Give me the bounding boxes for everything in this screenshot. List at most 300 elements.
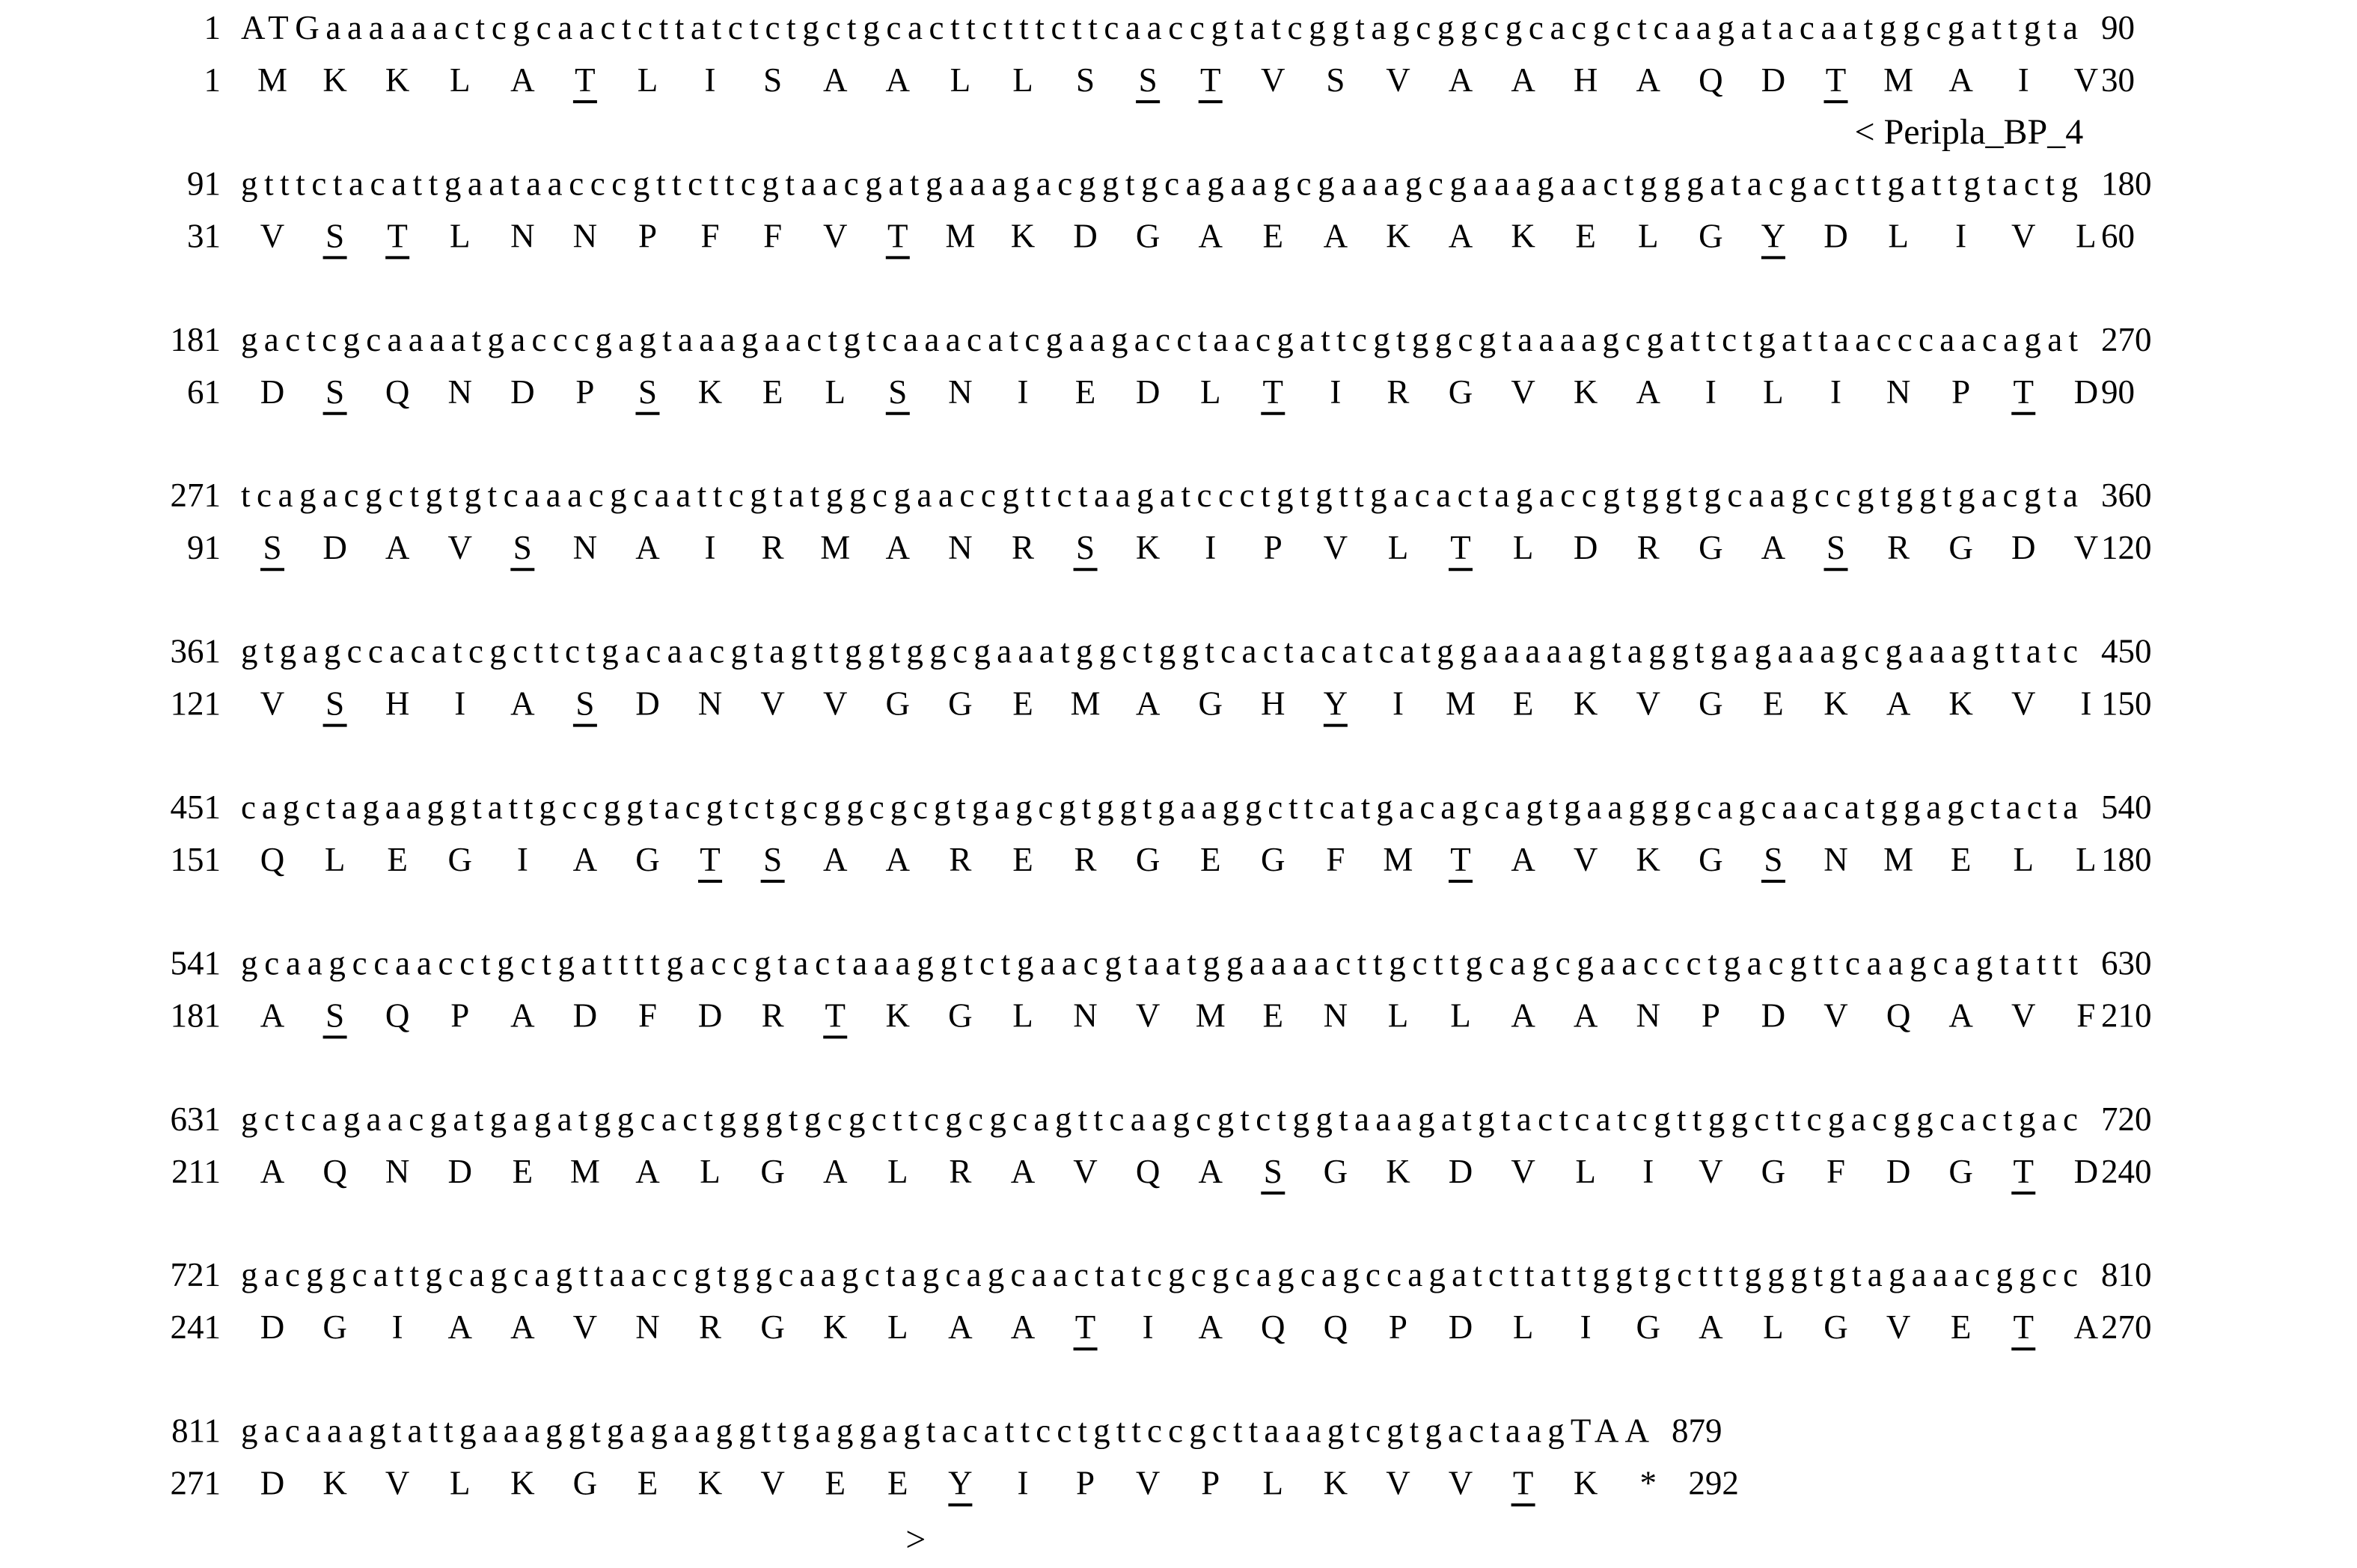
amino-acid-residue: A bbox=[1448, 217, 1473, 255]
nt-end-number: 540 bbox=[2101, 788, 2152, 826]
amino-acid-residue: A bbox=[1948, 61, 1973, 99]
amino-acid-residue: G bbox=[1699, 217, 1723, 255]
amino-acid-residue: F bbox=[700, 217, 720, 255]
amino-acid-residue: S bbox=[575, 685, 595, 723]
amino-acid-residue: V bbox=[1511, 373, 1535, 411]
amino-acid-residue: V bbox=[760, 685, 785, 723]
nucleotide-sequence: gctcagaacgatgagatggcactgggtgcgcttcgcgcagttcaagcgtctggtaaagatgtactcatcgttggcttcgacggcactgac bbox=[241, 1100, 2078, 1138]
amino-acid-residue: T bbox=[887, 217, 908, 255]
amino-acid-residue: R bbox=[949, 841, 972, 878]
amino-acid-residue: F bbox=[763, 217, 783, 255]
amino-acid-residue: L bbox=[1763, 1308, 1784, 1347]
amino-acid-residue: T bbox=[575, 61, 596, 99]
aa-end-number: 90 bbox=[2101, 373, 2135, 411]
amino-acid-residue: S bbox=[1263, 1152, 1283, 1190]
amino-acid-residue: V bbox=[1386, 1464, 1410, 1502]
amino-acid-residue: A bbox=[1198, 1308, 1223, 1347]
amino-acid-residue: Y bbox=[1761, 217, 1786, 255]
amino-acid-residue: V bbox=[2073, 61, 2099, 99]
amino-acid-residue: V bbox=[1823, 996, 1848, 1035]
amino-acid-residue: N bbox=[510, 217, 535, 255]
amino-acid-residue: I bbox=[2017, 61, 2029, 99]
amino-acid-residue: D bbox=[510, 373, 535, 411]
amino-acid-residue: G bbox=[322, 1308, 347, 1347]
nucleotide-sequence: cagctagaaggtattgccggtacgtctgcggcgcgtgagcgtggtgaaggcttcatgacagcagtgaagggcagcaacatggagctacta bbox=[241, 788, 2078, 826]
amino-acid-residue: V bbox=[1886, 1308, 1911, 1347]
amino-acid-residue: G bbox=[948, 685, 973, 723]
amino-acid-residue: M bbox=[1070, 685, 1101, 723]
amino-acid-residue: S bbox=[763, 841, 783, 878]
aa-start-number: 211 bbox=[171, 1152, 221, 1190]
nucleotide-sequence: gtttctacattgaataacccgttcttcgtaacgatgaaagacggtgcagaagcgaaagcgaaagaactgggatacgacttgattgtactg bbox=[241, 165, 2079, 203]
amino-acid-residue: Q bbox=[385, 373, 410, 411]
amino-acid-residue: L bbox=[637, 61, 658, 99]
amino-acid-residue: N bbox=[948, 373, 973, 411]
amino-acid-residue: L bbox=[2076, 217, 2097, 255]
aa-end-number: 240 bbox=[2101, 1152, 2152, 1190]
amino-acid-residue: A bbox=[1948, 996, 1973, 1035]
nt-start-number: 721 bbox=[170, 1256, 221, 1294]
amino-acid-residue: Q bbox=[1323, 1308, 1348, 1347]
amino-acid-residue: V bbox=[1073, 1152, 1098, 1190]
amino-acid-residue: T bbox=[1450, 529, 1471, 567]
aa-start-number: 121 bbox=[170, 685, 221, 723]
amino-acid-residue: D bbox=[1761, 996, 1786, 1035]
amino-acid-residue: A bbox=[822, 841, 848, 878]
nucleotide-sequence: ATGaaaaaactcgcaactcttatctctgctgcacttctttcttcaaccgtatcggtagcggcgcacgctcaagatacaatggcgattgta bbox=[241, 9, 2078, 46]
aa-start-number: 151 bbox=[170, 841, 221, 878]
amino-acid-residue: Q bbox=[385, 996, 410, 1035]
amino-acid-residue: H bbox=[1573, 61, 1598, 99]
amino-acid-residue: R bbox=[1011, 529, 1034, 567]
amino-acid-residue: Q bbox=[1135, 1152, 1161, 1190]
amino-acid-residue: A bbox=[447, 1308, 472, 1347]
amino-acid-residue: I bbox=[1205, 529, 1217, 567]
amino-acid-residue: E bbox=[1262, 996, 1284, 1035]
amino-acid-residue: D bbox=[1073, 217, 1098, 255]
amino-acid-residue: H bbox=[385, 685, 410, 723]
aa-end-number: 120 bbox=[2101, 529, 2152, 567]
amino-acid-residue: R bbox=[1074, 841, 1097, 878]
amino-acid-residue: P bbox=[638, 217, 657, 255]
amino-acid-residue: A bbox=[885, 61, 911, 99]
amino-acid-residue: P bbox=[1201, 1464, 1220, 1502]
amino-acid-residue: M bbox=[1383, 841, 1413, 878]
amino-acid-residue: A bbox=[510, 1308, 535, 1347]
amino-acid-residue: D bbox=[1823, 217, 1848, 255]
amino-acid-residue: T bbox=[2013, 373, 2034, 411]
amino-acid-residue: L bbox=[1888, 217, 1909, 255]
amino-acid-residue: E bbox=[1575, 217, 1596, 255]
amino-acid-residue: D bbox=[1448, 1152, 1473, 1190]
amino-acid-residue: S bbox=[763, 61, 783, 99]
amino-acid-residue: L bbox=[449, 1464, 471, 1502]
aa-end-number: 150 bbox=[2101, 685, 2152, 723]
amino-acid-residue: K bbox=[697, 373, 723, 411]
amino-acid-residue: T bbox=[1450, 841, 1471, 878]
amino-acid-residue: A bbox=[1699, 1308, 1723, 1347]
aa-end-number: 180 bbox=[2101, 841, 2152, 878]
amino-acid-residue: L bbox=[950, 61, 971, 99]
amino-acid-residue: N bbox=[635, 1308, 660, 1347]
amino-acid-residue: I bbox=[1830, 373, 1841, 411]
amino-acid-residue: Y bbox=[948, 1464, 973, 1502]
amino-acid-residue: I bbox=[1392, 685, 1404, 723]
amino-acid-residue: I bbox=[454, 685, 466, 723]
amino-acid-residue: G bbox=[760, 1152, 785, 1190]
amino-acid-residue: S bbox=[513, 529, 532, 567]
amino-acid-residue: G bbox=[1699, 685, 1723, 723]
amino-acid-residue: L bbox=[1262, 1464, 1284, 1502]
nt-end-number: 879 bbox=[1672, 1412, 1722, 1450]
aa-start-number: 241 bbox=[170, 1308, 221, 1347]
nt-start-number: 451 bbox=[170, 788, 221, 826]
amino-acid-residue: I bbox=[1142, 1308, 1154, 1347]
amino-acid-residue: K bbox=[1323, 1464, 1348, 1502]
amino-acid-residue: G bbox=[1636, 1308, 1661, 1347]
amino-acid-residue: Q bbox=[1261, 1308, 1286, 1347]
amino-acid-residue: A bbox=[1135, 685, 1161, 723]
amino-acid-residue: D bbox=[260, 373, 285, 411]
amino-acid-residue: G bbox=[760, 1308, 785, 1347]
amino-acid-residue: R bbox=[699, 1308, 722, 1347]
amino-acid-residue: G bbox=[1761, 1152, 1786, 1190]
amino-acid-residue: L bbox=[1012, 61, 1033, 99]
amino-acid-residue: A bbox=[1636, 61, 1661, 99]
amino-acid-residue: T bbox=[1512, 1464, 1534, 1502]
amino-acid-residue: E bbox=[387, 841, 408, 878]
amino-acid-residue: L bbox=[1763, 373, 1784, 411]
aa-end-number: 30 bbox=[2101, 61, 2135, 99]
amino-acid-residue: R bbox=[761, 996, 784, 1035]
amino-acid-residue: A bbox=[1010, 1152, 1036, 1190]
amino-acid-residue: V bbox=[1261, 61, 1286, 99]
amino-acid-residue: D bbox=[1886, 1152, 1911, 1190]
amino-acid-residue: L bbox=[700, 1152, 721, 1190]
aa-start-number: 31 bbox=[187, 217, 221, 255]
amino-acid-residue: S bbox=[638, 373, 657, 411]
amino-acid-residue: A bbox=[1511, 841, 1535, 878]
amino-acid-residue: A bbox=[1511, 996, 1535, 1035]
amino-acid-residue: N bbox=[572, 217, 598, 255]
amino-acid-residue: D bbox=[260, 1308, 285, 1347]
amino-acid-residue: V bbox=[760, 1464, 785, 1502]
amino-acid-residue: T bbox=[1199, 61, 1221, 99]
amino-acid-residue: L bbox=[887, 1308, 908, 1347]
amino-acid-residue: L bbox=[1012, 996, 1033, 1035]
domain-start-annotation: < Peripla_BP_4 bbox=[1854, 112, 2084, 152]
amino-acid-residue: G bbox=[1948, 529, 1973, 567]
nt-end-number: 90 bbox=[2101, 9, 2135, 46]
nt-end-number: 270 bbox=[2101, 320, 2152, 358]
amino-acid-residue: L bbox=[1387, 996, 1409, 1035]
amino-acid-residue: I bbox=[1955, 217, 1967, 255]
amino-acid-residue: R bbox=[761, 529, 784, 567]
amino-acid-residue: K bbox=[822, 1308, 848, 1347]
amino-acid-residue: L bbox=[1512, 1308, 1534, 1347]
amino-acid-residue: D bbox=[260, 1464, 285, 1502]
amino-acid-residue: A bbox=[635, 1152, 660, 1190]
amino-acid-residue: V bbox=[1135, 1464, 1161, 1502]
amino-acid-residue: F bbox=[1826, 1152, 1846, 1190]
amino-acid-residue: N bbox=[697, 685, 723, 723]
amino-acid-residue: T bbox=[1825, 61, 1847, 99]
amino-acid-residue: I bbox=[1580, 1308, 1592, 1347]
amino-acid-residue: N bbox=[1073, 996, 1098, 1035]
amino-acid-residue: K bbox=[1386, 1152, 1410, 1190]
nt-start-number: 541 bbox=[170, 944, 221, 982]
amino-acid-residue: V bbox=[1135, 996, 1161, 1035]
amino-acid-residue: T bbox=[2013, 1308, 2034, 1347]
amino-acid-residue: Q bbox=[322, 1152, 347, 1190]
aa-start-number: 91 bbox=[187, 529, 221, 567]
amino-acid-residue: H bbox=[1261, 685, 1286, 723]
amino-acid-residue: D bbox=[635, 685, 660, 723]
amino-acid-residue: A bbox=[510, 996, 535, 1035]
nt-end-number: 360 bbox=[2101, 477, 2152, 515]
nt-start-number: 361 bbox=[170, 632, 221, 670]
amino-acid-residue: V bbox=[1386, 61, 1410, 99]
amino-acid-residue: D bbox=[1761, 61, 1786, 99]
amino-acid-residue: V bbox=[260, 685, 285, 723]
amino-acid-residue: E bbox=[1012, 841, 1033, 878]
amino-acid-residue: V bbox=[2073, 529, 2099, 567]
amino-acid-residue: K bbox=[1948, 685, 1973, 723]
amino-acid-residue: E bbox=[887, 1464, 908, 1502]
amino-acid-residue: K bbox=[322, 61, 347, 99]
amino-acid-residue: K bbox=[1010, 217, 1036, 255]
amino-acid-residue: S bbox=[1764, 841, 1783, 878]
nucleotide-sequence: gacggcattgcagcagttaaccgtggcaagctagcagcaactatcgcgcagcagccagatcttattggtgctttgggtgtagaaacggcc bbox=[241, 1256, 2079, 1294]
amino-acid-residue: I bbox=[516, 841, 528, 878]
amino-acid-residue: P bbox=[1076, 1464, 1095, 1502]
amino-acid-residue: S bbox=[325, 996, 345, 1035]
amino-acid-residue: S bbox=[1076, 61, 1095, 99]
amino-acid-residue: A bbox=[1448, 61, 1473, 99]
amino-acid-residue: A bbox=[1010, 1308, 1036, 1347]
amino-acid-residue: N bbox=[1823, 841, 1848, 878]
amino-acid-residue: D bbox=[1448, 1308, 1473, 1347]
amino-acid-residue: M bbox=[257, 61, 288, 99]
amino-acid-residue: L bbox=[1387, 529, 1409, 567]
amino-acid-residue: Q bbox=[1886, 996, 1911, 1035]
amino-acid-residue: A bbox=[1636, 373, 1661, 411]
amino-acid-residue: I bbox=[704, 61, 716, 99]
amino-acid-residue: N bbox=[1886, 373, 1911, 411]
amino-acid-residue: K bbox=[1636, 841, 1661, 878]
amino-acid-residue: G bbox=[1261, 841, 1286, 878]
amino-acid-residue: N bbox=[948, 529, 973, 567]
amino-acid-residue: L bbox=[1450, 996, 1471, 1035]
amino-acid-residue: E bbox=[637, 1464, 658, 1502]
amino-acid-residue: L bbox=[1512, 529, 1534, 567]
amino-acid-residue: A bbox=[1886, 685, 1911, 723]
amino-acid-residue: D bbox=[322, 529, 347, 567]
amino-acid-residue: V bbox=[447, 529, 472, 567]
amino-acid-residue: V bbox=[1636, 685, 1661, 723]
amino-acid-residue: L bbox=[324, 841, 346, 878]
amino-acid-residue: A bbox=[1573, 996, 1598, 1035]
amino-acid-residue: G bbox=[1699, 841, 1723, 878]
aa-end-number: 292 bbox=[1688, 1464, 1739, 1502]
nucleotide-sequence: gcaagccaacctgctgattttgaccgtactaaaggtctgaacgtaatggaaaacttgcttgcagcgaaccctgacgttcaagcagtattt bbox=[241, 944, 2079, 982]
amino-acid-residue: L bbox=[449, 217, 471, 255]
amino-acid-residue: N bbox=[447, 373, 472, 411]
amino-acid-residue: M bbox=[1883, 61, 1914, 99]
amino-acid-residue: D bbox=[697, 996, 723, 1035]
amino-acid-residue: A bbox=[260, 996, 285, 1035]
amino-acid-residue: G bbox=[1135, 841, 1161, 878]
amino-acid-residue: Q bbox=[1699, 61, 1723, 99]
amino-acid-residue: A bbox=[885, 529, 911, 567]
amino-acid-residue: A bbox=[385, 529, 410, 567]
amino-acid-residue: G bbox=[1948, 1152, 1973, 1190]
amino-acid-residue: A bbox=[1198, 1152, 1223, 1190]
amino-acid-residue: V bbox=[822, 685, 848, 723]
amino-acid-residue: K bbox=[1823, 685, 1848, 723]
amino-acid-residue: S bbox=[1826, 529, 1846, 567]
aa-start-number: 61 bbox=[187, 373, 221, 411]
amino-acid-residue: A bbox=[822, 61, 848, 99]
nt-end-number: 720 bbox=[2101, 1100, 2152, 1138]
aa-start-number: 181 bbox=[170, 996, 221, 1035]
nt-start-number: 631 bbox=[170, 1100, 221, 1138]
amino-acid-residue: T bbox=[825, 996, 846, 1035]
amino-acid-residue: L bbox=[449, 61, 471, 99]
amino-acid-residue: T bbox=[1262, 373, 1284, 411]
amino-acid-residue: M bbox=[1446, 685, 1476, 723]
amino-acid-residue: M bbox=[820, 529, 851, 567]
amino-acid-residue: I bbox=[1705, 373, 1716, 411]
amino-acid-residue: G bbox=[1198, 685, 1223, 723]
amino-acid-residue: T bbox=[1074, 1308, 1096, 1347]
aa-end-number: 210 bbox=[2101, 996, 2152, 1035]
amino-acid-residue: K bbox=[1573, 685, 1598, 723]
nt-end-number: 450 bbox=[2101, 632, 2152, 670]
amino-acid-residue: S bbox=[1138, 61, 1158, 99]
nt-start-number: 1 bbox=[204, 9, 221, 46]
amino-acid-residue: D bbox=[2073, 1152, 2099, 1190]
amino-acid-residue: M bbox=[1195, 996, 1226, 1035]
amino-acid-residue: Y bbox=[1323, 685, 1348, 723]
amino-acid-residue: K bbox=[1573, 373, 1598, 411]
amino-acid-residue: V bbox=[260, 217, 285, 255]
amino-acid-residue: I bbox=[1017, 1464, 1029, 1502]
amino-acid-residue: A bbox=[948, 1308, 973, 1347]
amino-acid-residue: G bbox=[1699, 529, 1723, 567]
amino-acid-residue: V bbox=[1448, 1464, 1473, 1502]
amino-acid-residue: P bbox=[1388, 1308, 1407, 1347]
amino-acid-residue: S bbox=[325, 217, 345, 255]
amino-acid-residue: V bbox=[1699, 1152, 1723, 1190]
amino-acid-residue: F bbox=[2076, 996, 2096, 1035]
nt-end-number: 630 bbox=[2101, 944, 2152, 982]
amino-acid-residue: N bbox=[385, 1152, 410, 1190]
amino-acid-residue: L bbox=[1638, 217, 1659, 255]
amino-acid-residue: A bbox=[1323, 217, 1348, 255]
amino-acid-residue: K bbox=[510, 1464, 535, 1502]
amino-acid-residue: R bbox=[949, 1152, 972, 1190]
amino-acid-residue: E bbox=[825, 1464, 846, 1502]
amino-acid-residue: T bbox=[2013, 1152, 2034, 1190]
nt-start-number: 271 bbox=[170, 477, 221, 515]
amino-acid-residue: R bbox=[1887, 529, 1910, 567]
amino-acid-residue: K bbox=[1511, 217, 1535, 255]
amino-acid-residue: R bbox=[1387, 373, 1410, 411]
amino-acid-residue: N bbox=[1636, 996, 1661, 1035]
amino-acid-residue: P bbox=[1701, 996, 1720, 1035]
nt-end-number: 180 bbox=[2101, 165, 2152, 203]
nt-start-number: 91 bbox=[187, 165, 221, 203]
amino-acid-residue: F bbox=[1326, 841, 1345, 878]
amino-acid-residue: G bbox=[447, 841, 472, 878]
amino-acid-residue: V bbox=[2011, 996, 2036, 1035]
amino-acid-residue: N bbox=[572, 529, 598, 567]
amino-acid-residue: D bbox=[572, 996, 598, 1035]
amino-acid-residue: L bbox=[2013, 841, 2034, 878]
amino-acid-residue: I bbox=[1330, 373, 1342, 411]
domain-end-annotation: > bbox=[905, 1519, 926, 1560]
amino-acid-residue: V bbox=[1511, 1152, 1535, 1190]
amino-acid-residue: A bbox=[510, 61, 535, 99]
amino-acid-residue: V bbox=[1573, 841, 1598, 878]
amino-acid-residue: A bbox=[635, 529, 660, 567]
amino-acid-residue: V bbox=[572, 1308, 598, 1347]
amino-acid-residue: P bbox=[1263, 529, 1283, 567]
amino-acid-residue: G bbox=[885, 685, 911, 723]
amino-acid-residue: S bbox=[325, 373, 345, 411]
amino-acid-residue: K bbox=[322, 1464, 347, 1502]
amino-acid-residue: I bbox=[1642, 1152, 1654, 1190]
aa-start-number: 1 bbox=[204, 61, 221, 99]
amino-acid-residue: E bbox=[512, 1152, 534, 1190]
amino-acid-residue: K bbox=[1135, 529, 1161, 567]
amino-acid-residue: G bbox=[572, 1464, 598, 1502]
nt-start-number: 811 bbox=[171, 1412, 221, 1450]
amino-acid-residue: A bbox=[1761, 529, 1786, 567]
amino-acid-residue: L bbox=[2076, 841, 2097, 878]
amino-acid-residue: A bbox=[510, 685, 535, 723]
nt-end-number: 810 bbox=[2101, 1256, 2152, 1294]
amino-acid-residue: A bbox=[2073, 1308, 2099, 1347]
amino-acid-residue: V bbox=[1323, 529, 1348, 567]
amino-acid-residue: E bbox=[1950, 841, 1972, 878]
amino-acid-residue: E bbox=[1950, 1308, 1972, 1347]
nucleotide-sequence: gacaaagtattgaaaggtgagaaggttgaggagtacattcctgttccgcttaaagtcgtgactaagTAA bbox=[241, 1412, 1650, 1450]
amino-acid-residue: I bbox=[1017, 373, 1029, 411]
amino-acid-residue: E bbox=[1512, 685, 1534, 723]
amino-acid-residue: S bbox=[1326, 61, 1345, 99]
amino-acid-residue: S bbox=[325, 685, 345, 723]
nucleotide-sequence: gactcgcaaaatgacccgagtaaagaactgtcaaacatcgaagacctaacgattcgtggcgtaaaagcgattctgattaacccaacagat bbox=[241, 320, 2079, 358]
amino-acid-residue: M bbox=[945, 217, 976, 255]
aa-end-number: 270 bbox=[2101, 1308, 2152, 1347]
amino-acid-residue: D bbox=[2011, 529, 2036, 567]
amino-acid-residue: K bbox=[697, 1464, 723, 1502]
amino-acid-residue: A bbox=[885, 841, 911, 878]
amino-acid-residue: G bbox=[1135, 217, 1161, 255]
aa-start-number: 271 bbox=[170, 1464, 221, 1502]
amino-acid-residue: G bbox=[948, 996, 973, 1035]
amino-acid-residue: * bbox=[1639, 1464, 1657, 1502]
amino-acid-residue: G bbox=[1823, 1308, 1848, 1347]
amino-acid-residue: K bbox=[385, 61, 410, 99]
amino-acid-residue: L bbox=[1575, 1152, 1596, 1190]
amino-acid-residue: A bbox=[1511, 61, 1535, 99]
amino-acid-residue: T bbox=[387, 217, 408, 255]
amino-acid-residue: S bbox=[263, 529, 282, 567]
amino-acid-residue: E bbox=[1074, 373, 1096, 411]
